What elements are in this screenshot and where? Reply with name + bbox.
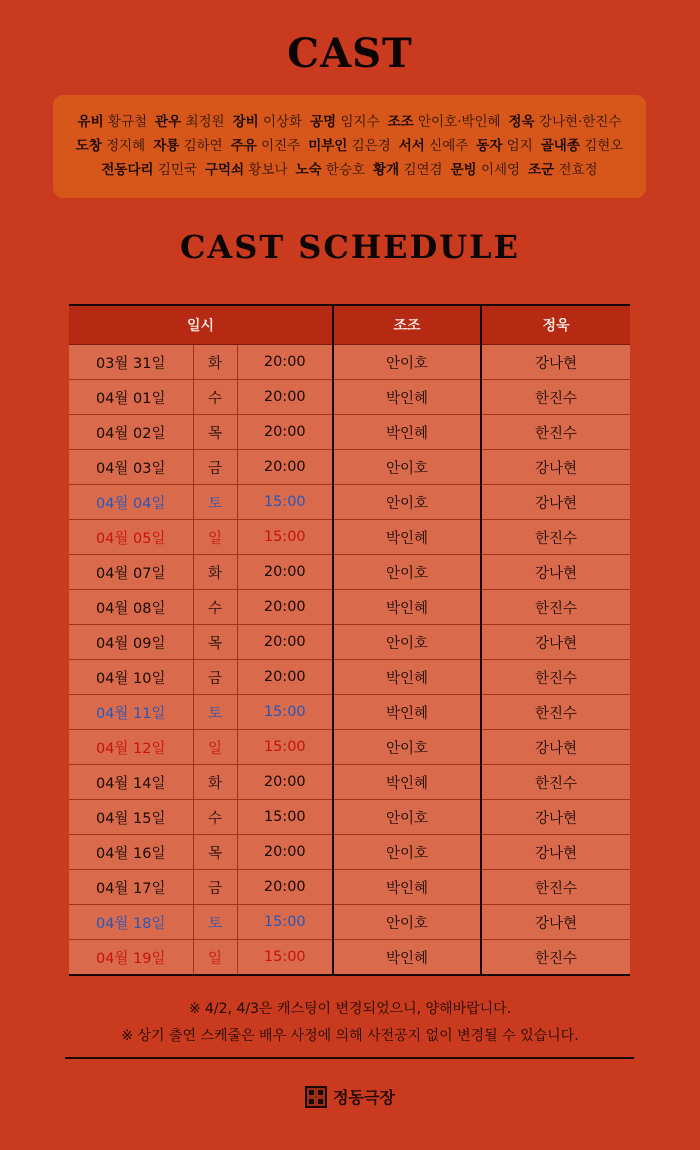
table-row [69, 590, 630, 625]
cell-jojo: 안이호 [333, 905, 481, 940]
divider [65, 1057, 634, 1059]
cell-jeongwook: 한진수 [481, 520, 630, 555]
actor-name: 임지수 [340, 114, 380, 130]
cell-time: 20:00 [237, 590, 333, 625]
actor-name: 강나현·한진수 [538, 114, 622, 130]
cell-jojo: 안이호 [333, 730, 481, 765]
notes [0, 996, 700, 1050]
actor-name: 김민국 [157, 162, 197, 178]
cell-time: 20:00 [237, 380, 333, 415]
cell-jojo: 박인혜 [333, 590, 481, 625]
cell-time: 20:00 [237, 415, 333, 450]
cell-day: 금 [193, 660, 237, 695]
cell-date: 04월 02일 [69, 415, 193, 450]
cell-jojo: 박인혜 [333, 695, 481, 730]
cell-time: 15:00 [237, 695, 333, 730]
cell-jeongwook: 한진수 [481, 765, 630, 800]
cell-time: 20:00 [237, 835, 333, 870]
table-row [69, 660, 630, 695]
header-jeongwook: 정욱 [481, 305, 630, 345]
role-name: 조군 [528, 162, 555, 178]
cell-day: 목 [193, 625, 237, 660]
cast-pair [310, 114, 380, 130]
actor-name: 신예주 [429, 138, 469, 154]
cell-jeongwook: 강나현 [481, 835, 630, 870]
cast-line [61, 110, 638, 134]
cell-jojo: 안이호 [333, 450, 481, 485]
cell-date: 04월 04일 [69, 485, 193, 520]
cell-jeongwook: 강나현 [481, 485, 630, 520]
role-name: 동자 [476, 138, 503, 154]
cell-day: 수 [193, 590, 237, 625]
cell-day: 화 [193, 765, 237, 800]
cell-jeongwook: 강나현 [481, 625, 630, 660]
cast-list-box [53, 95, 646, 198]
cell-date: 04월 03일 [69, 450, 193, 485]
role-name: 문빙 [450, 162, 477, 178]
cell-day: 수 [193, 380, 237, 415]
role-name: 관우 [155, 114, 182, 130]
table-row [69, 625, 630, 660]
cast-pair [78, 114, 148, 130]
table-header-row [69, 305, 630, 345]
actor-name: 전효정 [558, 162, 598, 178]
cell-day: 목 [193, 835, 237, 870]
cell-jeongwook: 한진수 [481, 660, 630, 695]
actor-name: 김은경 [351, 138, 391, 154]
schedule-body [69, 345, 630, 976]
cell-time: 15:00 [237, 800, 333, 835]
cast-pair [155, 114, 225, 130]
cell-time: 15:00 [237, 485, 333, 520]
table-row [69, 345, 630, 380]
cell-day: 화 [193, 555, 237, 590]
cell-jojo: 박인혜 [333, 940, 481, 976]
cell-time: 20:00 [237, 870, 333, 905]
table-row [69, 415, 630, 450]
footer-logo [0, 1085, 700, 1108]
cast-schedule-table [69, 304, 630, 976]
header-datetime: 일시 [69, 305, 333, 345]
role-name: 유비 [77, 114, 104, 130]
cast-pair [373, 162, 443, 178]
cast-pair [476, 138, 532, 154]
actor-name: 최정원 [185, 114, 225, 130]
cell-jojo: 안이호 [333, 625, 481, 660]
cell-day: 토 [193, 695, 237, 730]
cell-jeongwook: 강나현 [481, 345, 630, 380]
cell-day: 화 [193, 345, 237, 380]
cell-jojo: 박인혜 [333, 415, 481, 450]
role-name: 노숙 [295, 162, 322, 178]
actor-name: 이진주 [261, 138, 301, 154]
cast-pair [153, 138, 223, 154]
actor-name: 이세영 [480, 162, 521, 178]
cell-jeongwook: 한진수 [481, 870, 630, 905]
cell-jeongwook: 강나현 [481, 555, 630, 590]
note-casting-change: ※ 4/2, 4/3은 캐스팅이 변경되었으니, 양해바랍니다. [188, 1001, 512, 1017]
role-name: 황개 [373, 162, 400, 178]
role-name: 자룡 [153, 138, 180, 154]
role-name: 미부인 [308, 138, 348, 154]
cell-date: 04월 17일 [69, 870, 193, 905]
cell-jojo: 박인혜 [333, 520, 481, 555]
cell-jojo: 안이호 [333, 345, 481, 380]
table-row [69, 800, 630, 835]
cast-pair [76, 138, 146, 154]
cell-jeongwook: 강나현 [481, 800, 630, 835]
cell-day: 금 [193, 870, 237, 905]
cast-pair [296, 162, 366, 178]
table-row [69, 520, 630, 555]
role-name: 장비 [232, 114, 259, 130]
cell-date: 04월 11일 [69, 695, 193, 730]
cast-pair [205, 162, 288, 178]
cast-pair [509, 114, 622, 130]
cell-date: 04월 16일 [69, 835, 193, 870]
cell-jojo: 박인혜 [333, 765, 481, 800]
cell-jojo: 안이호 [333, 800, 481, 835]
cast-line [61, 158, 638, 182]
cell-jojo: 박인혜 [333, 660, 481, 695]
cast-pair [451, 162, 521, 178]
cast-title: CAST [287, 30, 413, 77]
cell-jeongwook: 한진수 [481, 380, 630, 415]
role-name: 전동다리 [101, 162, 154, 178]
note-schedule-disclaimer: ※ 상기 출연 스케줄은 배우 사정에 의해 사전공지 없이 변경될 수 있습니다. [121, 1028, 579, 1044]
schedule-title: CAST SCHEDULE [179, 228, 521, 266]
cast-pair [541, 138, 624, 154]
cell-date: 04월 07일 [69, 555, 193, 590]
cell-jeongwook: 강나현 [481, 730, 630, 765]
role-name: 주유 [230, 138, 257, 154]
table-row [69, 450, 630, 485]
cell-day: 토 [193, 905, 237, 940]
theater-logo-icon [305, 1086, 327, 1108]
table-row [69, 905, 630, 940]
cell-date: 04월 05일 [69, 520, 193, 555]
cell-date: 04월 19일 [69, 940, 193, 976]
cell-day: 목 [193, 415, 237, 450]
actor-name: 엄지 [506, 138, 533, 154]
cast-pair [308, 138, 391, 154]
cell-time: 20:00 [237, 765, 333, 800]
cell-jojo: 박인혜 [333, 380, 481, 415]
actor-name: 김연겸 [403, 162, 443, 178]
cast-pair [528, 162, 598, 178]
cell-date: 04월 18일 [69, 905, 193, 940]
cell-jeongwook: 한진수 [481, 695, 630, 730]
cell-time: 15:00 [237, 940, 333, 976]
cell-day: 수 [193, 800, 237, 835]
role-name: 공명 [310, 114, 337, 130]
cell-jeongwook: 한진수 [481, 415, 630, 450]
cast-line [61, 134, 638, 158]
cast-pair [101, 162, 197, 178]
cast-pair [231, 138, 301, 154]
cell-time: 15:00 [237, 905, 333, 940]
table-row [69, 765, 630, 800]
cell-date: 04월 14일 [69, 765, 193, 800]
table-row [69, 555, 630, 590]
cell-time: 20:00 [237, 450, 333, 485]
actor-name: 황규철 [107, 114, 148, 130]
role-name: 도창 [75, 138, 102, 154]
cell-jojo: 안이호 [333, 835, 481, 870]
header-jojo: 조조 [333, 305, 481, 345]
cell-day: 일 [193, 520, 237, 555]
cell-time: 20:00 [237, 660, 333, 695]
role-name: 서서 [398, 138, 425, 154]
cell-jojo: 안이호 [333, 555, 481, 590]
cell-jojo: 박인혜 [333, 870, 481, 905]
cell-time: 15:00 [237, 730, 333, 765]
cell-time: 20:00 [237, 625, 333, 660]
table-row [69, 380, 630, 415]
actor-name: 황보나 [248, 162, 288, 178]
role-name: 구먹쇠 [204, 162, 245, 178]
cell-day: 금 [193, 450, 237, 485]
table-row [69, 730, 630, 765]
actor-name: 정지혜 [106, 138, 146, 154]
actor-name: 김하연 [183, 138, 223, 154]
role-name: 골내종 [540, 138, 580, 154]
cell-jojo: 안이호 [333, 485, 481, 520]
cell-date: 03월 31일 [69, 345, 193, 380]
table-row [69, 870, 630, 905]
cell-jeongwook: 한진수 [481, 940, 630, 976]
role-name: 정욱 [508, 114, 535, 130]
cell-time: 15:00 [237, 520, 333, 555]
table-row [69, 695, 630, 730]
cell-date: 04월 08일 [69, 590, 193, 625]
actor-name: 김현오 [584, 138, 624, 154]
table-row [69, 940, 630, 976]
theater-name: 정동극장 [333, 1088, 395, 1107]
cell-date: 04월 15일 [69, 800, 193, 835]
cell-jeongwook: 한진수 [481, 590, 630, 625]
role-name: 조조 [387, 114, 414, 130]
cast-pair [233, 114, 303, 130]
cell-day: 일 [193, 940, 237, 976]
cell-time: 20:00 [237, 345, 333, 380]
cell-date: 04월 10일 [69, 660, 193, 695]
table-row [69, 485, 630, 520]
table-row [69, 835, 630, 870]
actor-name: 안이호·박인혜 [417, 114, 501, 130]
cell-day: 일 [193, 730, 237, 765]
cell-day: 토 [193, 485, 237, 520]
cast-pair [388, 114, 501, 130]
cell-time: 20:00 [237, 555, 333, 590]
cell-date: 04월 09일 [69, 625, 193, 660]
actor-name: 한승호 [325, 162, 366, 178]
cast-pair [399, 138, 469, 154]
cell-date: 04월 12일 [69, 730, 193, 765]
actor-name: 이상화 [262, 114, 303, 130]
cell-jeongwook: 강나현 [481, 905, 630, 940]
cell-date: 04월 01일 [69, 380, 193, 415]
cell-jeongwook: 강나현 [481, 450, 630, 485]
